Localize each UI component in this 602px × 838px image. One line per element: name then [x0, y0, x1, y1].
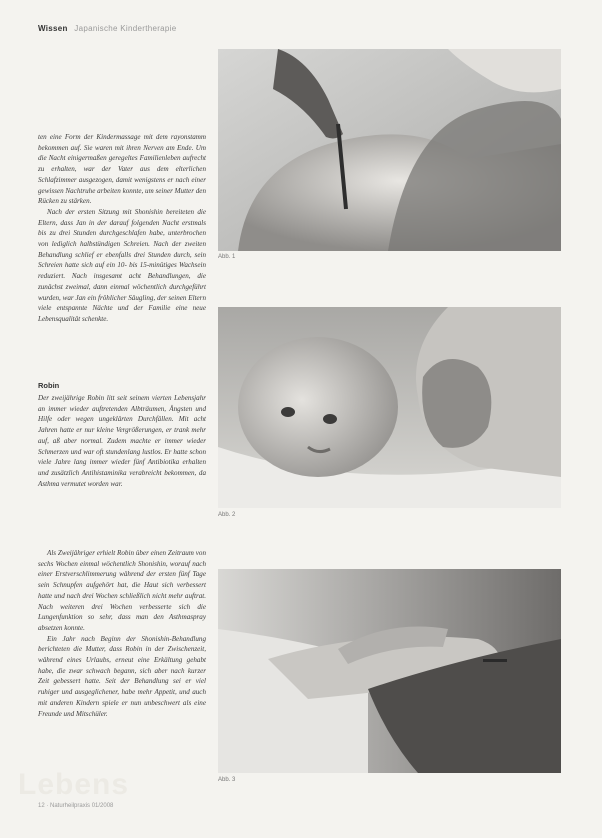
paragraph: Der zweijährige Robin litt seit seinem vierten Lebensjahr an immer wieder auftretenden Albträumen, Ängsten und Hilfe oder wegen ungeklärten Durchfällen. Mit acht Jahren hatte er nur kleine Vergrößerungen, er trank mehr auf, aß aber normal. Zudem machte er immer wieder Schmerzen und war oft stundenlang lustlos. Er hatte schon viele Jahre lang immer wieder fünf Antibiotika erhalten und zusätzlich Antihistaminika verabreicht bekommen, da Asthma vermutet worden war. — [38, 394, 206, 488]
article-column-top — [38, 132, 206, 325]
photo-caption: Abb. 1 — [218, 254, 236, 260]
section-subtitle: Japanische Kindertherapie — [74, 24, 177, 33]
magazine-logo: Lebens — [18, 768, 130, 801]
page-footer: 12 · Naturheilpraxis 01/2008 — [38, 803, 114, 809]
paragraph: ten eine Form der Kindermassage mit dem rayonstamm bekommen auf. Sie waren mit ihren Nerven am Ende. Um die Nacht einigermaßen geregeltes Familienleben aufrecht zu erhalten, war der Vater aus dem elterlichen Schlafzimmer ausgezogen, damit wenigstens er nach einer gewissen Nachtruhe arbeiten konnte, um seiner Mutter den Rücken zu stärken. — [38, 133, 206, 206]
paragraph: Nach der ersten Sitzung mit Shonishin bereiteten die Eltern, dass Jan in der darauf folgenden Nacht erstmals bis zu drei Stunden durchgeschlafen habe, unterbrochen von lediglich halbstündigen Schreien. Nach der zweiten Behandlung schlief er ebenfalls drei Stunden durch, sein Schreien hatte sich auf ein 10- bis 15-minütiges Wachsein reduziert. Nach insgesamt acht Behandlungen, die zunächst zweimal, dann einmal wöchentlich durchgeführt wurden, war Jan ein fröhlicher Säugling, der seinen Eltern viele entspannte Nächte und der Familie eine neue Lebensqualität schenkte. — [38, 207, 206, 323]
photo-caption: Abb. 3 — [218, 777, 236, 783]
photo-caption: Abb. 2 — [218, 512, 236, 518]
photo-hands-on-arm — [218, 569, 561, 773]
article-column-middle — [38, 393, 206, 489]
section-heading: Robin — [38, 381, 60, 390]
paragraph: Als Zweijähriger erhielt Robin über einen Zeitraum von sechs Wochen einmal wöchentlich Shonishin, worauf nach einer Erstverschlimmerung während der ersten fünf Tage sein Schnupfen aufgehört hat, die Haut sich verbessert hatte und nach drei Wochen schließlich nicht mehr auftrat. Nach weiteren drei Wochen verbesserte sich die Lungenfunktion so sehr, dass man den Asthmaspray absetzen konnte. — [38, 549, 206, 632]
page-header — [38, 24, 177, 33]
section-label: Wissen — [38, 24, 68, 33]
photo-baby-face — [218, 307, 561, 508]
photo-needle-on-back — [218, 49, 561, 251]
paragraph: Ein Jahr nach Beginn der Shonishin-Behandlung berichteten die Mutter, dass Robin in der Zwischenzeit, während eines Urlaubs, erneut eine Erkältung gehabt habe, die zwar schwach begann, sich aber nach kurzer Zeit gebessert hatte. Seit der Behandlung sei er viel ruhiger und ausgeglichener, habe mehr Appetit, und auch mit anderen Kindern spiele er nun unbeschwert als eine Freunde und Mitschüler. — [38, 634, 206, 718]
article-column-bottom — [38, 548, 206, 719]
